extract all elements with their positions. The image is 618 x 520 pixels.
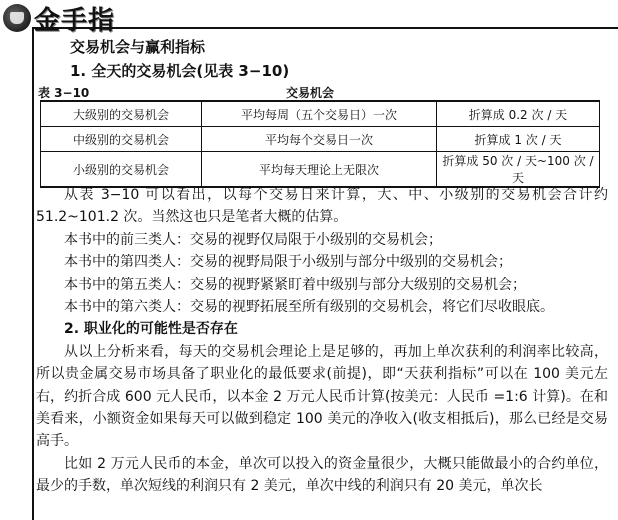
table-cell: 平均每周（五个交易日）一次 [202,101,437,127]
table-row [41,127,600,152]
table-cell: 折算成 1 次 / 天 [437,127,600,152]
paragraph: 从以上分析来看，每天的交易机会理论上是足够的，再加上单次获利的利润率比较高，所以贵金属交易市场具备了职业化的最低要求(前提)，即“天获利指标”可以在 100 美元左右，约折合成 600 元人民币，以本金 2 万元人民币计算(按美元：人民币 =1:6 计算)。在和美看来，小额资金如果每天可以做到稳定 100 美元的净收入(收支相抵后)，那么已经是交易高手。 [36,343,608,450]
table-label: 表 3−10 [38,86,90,100]
table-row [41,152,600,188]
paragraph: 比如 2 万元人民币的本金，单次可以投入的资金量很少，大概只能做最小的合约单位，最少的手数，单次短线的利润只有 2 美元，单次中线的利润只有 20 美元，单次长 [36,455,608,495]
table-cell: 平均每个交易日一次 [202,127,437,152]
paragraph: 本书中的第五类人：交易的视野紧紧盯着中级别与部分大级别的交易机会； [64,276,526,293]
logo-text: 金手指 [34,5,116,36]
logo-emblem-icon [3,4,31,32]
table-row [41,101,600,127]
subsection-title-2: 2. 职业化的可能性是否存在 [64,321,238,338]
table-caption: 交易机会 [286,86,335,100]
body-text [36,184,608,498]
trading-opportunity-table [40,100,600,188]
table-cell: 中级别的交易机会 [41,127,202,152]
table-cell: 小级别的交易机会 [41,152,202,188]
table-cell: 折算成 50 次 / 天~100 次 / 天 [437,152,600,188]
table-cell: 平均每天理论上无限次 [202,152,437,188]
paragraph: 从表 3−10 可以看出，以每个交易日来计算，大、中、小级别的交易机会合计约 51.2~101.2 次。当然这也只是笔者大概的估算。 [36,187,608,226]
paragraph: 本书中的第四类人：交易的视野局限于小级别与部分中级别的交易机会； [64,254,512,271]
section-title: 交易机会与赢利指标 [70,38,206,56]
paragraph: 本书中的第六类人：交易的视野拓展至所有级别的交易机会，将它们尽收眼底。 [64,299,554,316]
table-cell: 大级别的交易机会 [41,101,202,127]
subsection-title-1: 1. 全天的交易机会(见表 3−10) [70,62,290,80]
table-cell: 折算成 0.2 次 / 天 [437,101,600,127]
paragraph: 本书中的前三类人：交易的视野仅局限于小级别的交易机会； [64,231,442,248]
